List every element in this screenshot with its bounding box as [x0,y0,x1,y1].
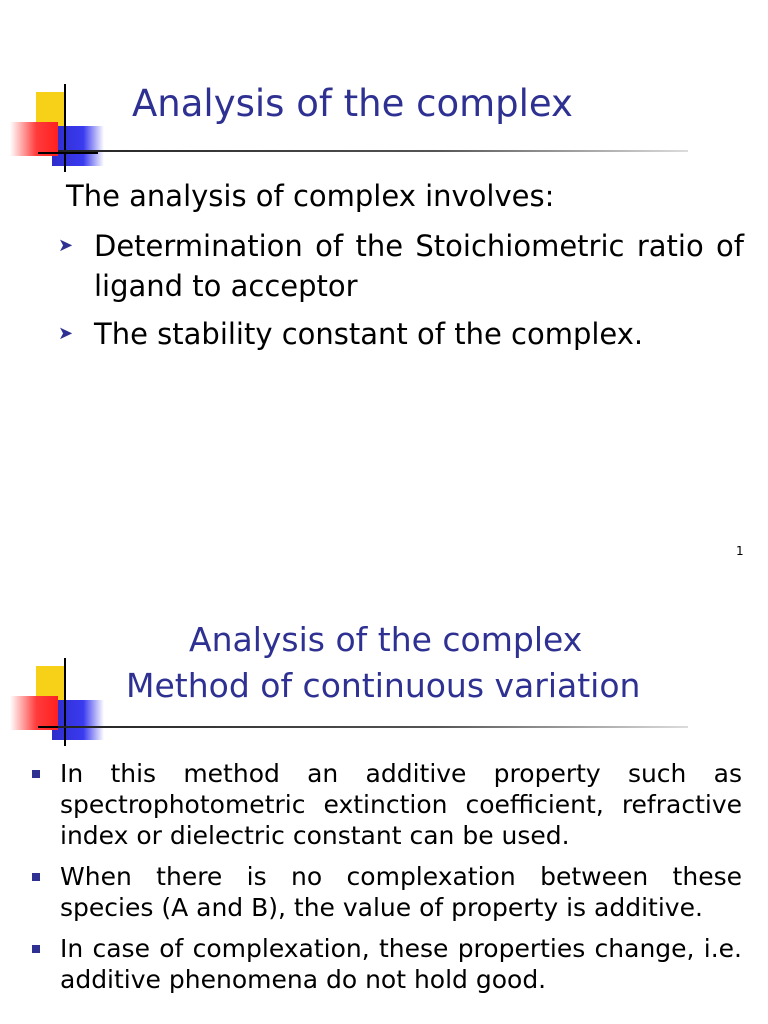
square-bullet-icon [32,770,40,778]
title-underline [58,726,688,728]
arrowhead-bullet-icon: ➤ [58,235,74,256]
bullet-list [56,226,744,362]
arrowhead-bullet-icon: ➤ [58,323,74,344]
bullet-list [28,758,742,1005]
slide-2 [0,590,768,1024]
list-item [56,226,744,306]
slide-title-line-2: Method of continuous variation [126,666,641,705]
corner-logo-icon [10,84,110,174]
corner-logo-icon [10,658,110,748]
bullet-text: The stability constant of the complex. [94,317,644,351]
list-item [28,861,742,923]
square-bullet-icon [32,945,40,953]
slide-title: Analysis of the complex [132,82,573,125]
list-item [28,758,742,851]
title-underline [58,150,688,152]
page-number: 1 [736,544,744,558]
square-bullet-icon [32,873,40,881]
bullet-text: Determination of the Stoichiometric ratio of ligand to acceptor [94,229,744,303]
slide-intro-text: The analysis of complex involves: [66,179,555,213]
list-item [56,314,744,354]
list-item [28,933,742,995]
bullet-text: In this method an additive property such as spectrophotometric extinction coefficient, refractive index or dielectric constant can be used. [60,759,742,850]
bullet-text: When there is no complexation between these species (A and B), the value of property is additive. [60,862,742,922]
slide-title-line-1: Analysis of the complex [189,620,583,659]
bullet-text: In case of complexation, these properties change, i.e. additive phenomena do not hold good. [60,934,742,994]
